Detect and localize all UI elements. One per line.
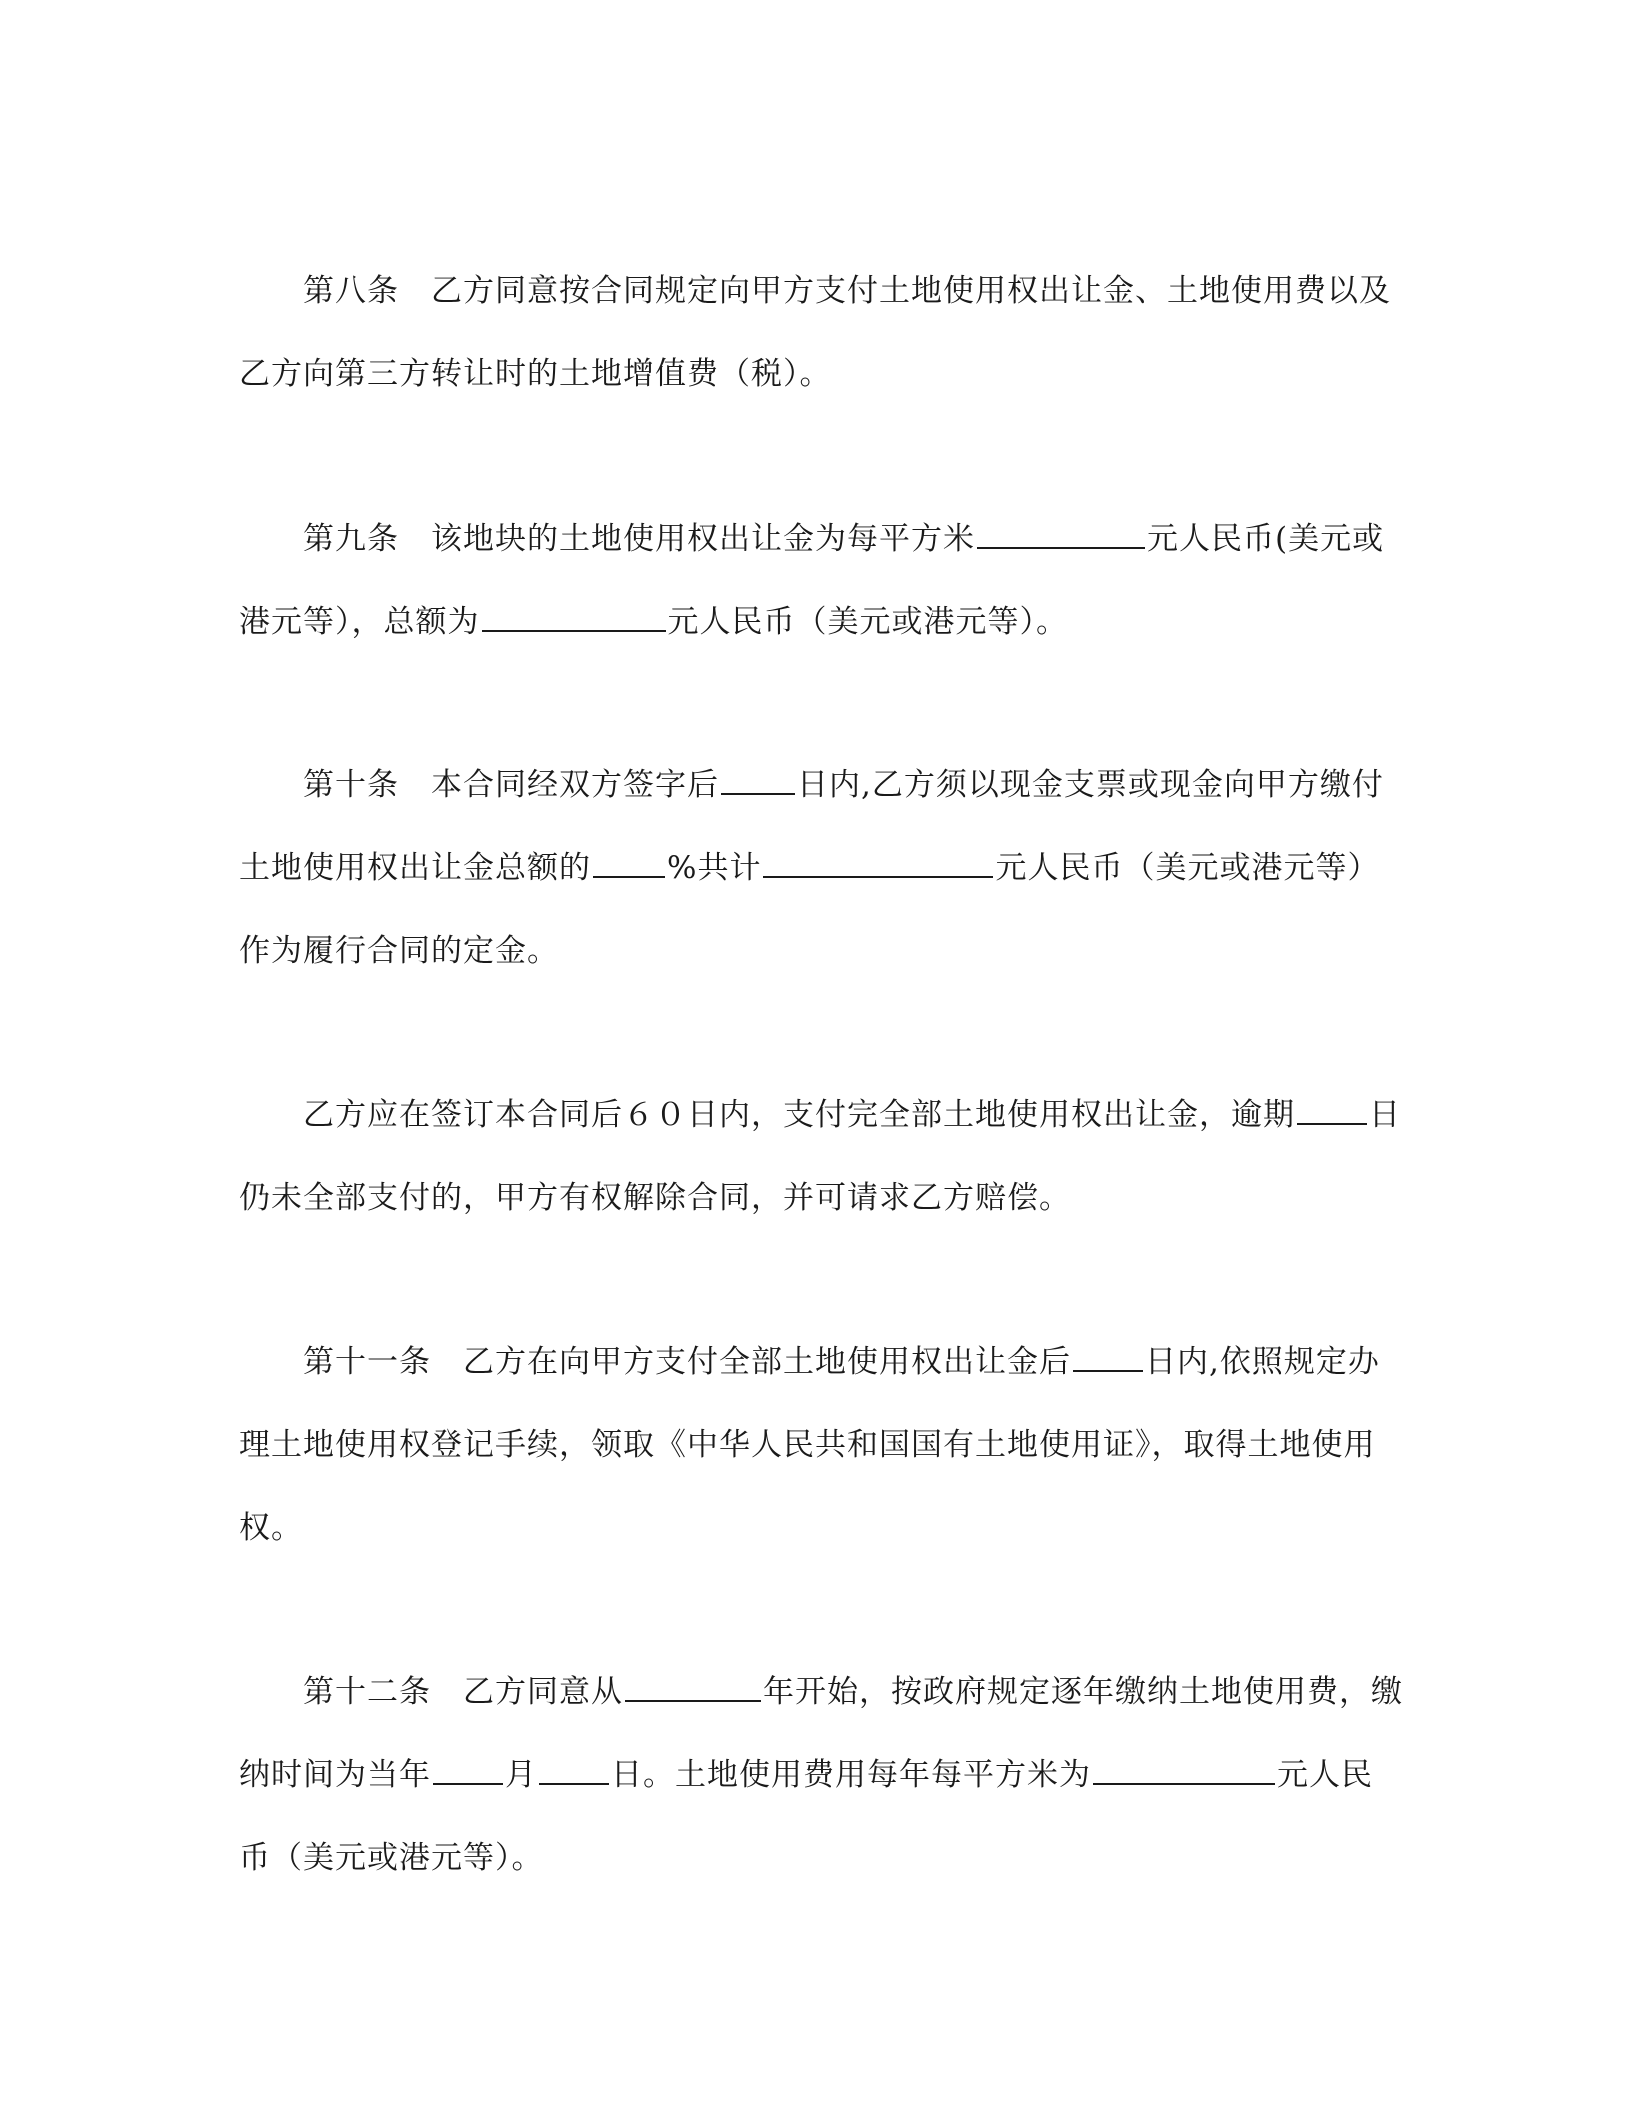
article-12-text-1a: 乙方同意从	[463, 1674, 623, 1710]
article-11-text-1a: 乙方在向甲方支付全部土地使用权出让金后	[463, 1344, 1071, 1380]
payment-text-1b: 日	[1369, 1097, 1401, 1133]
article-11	[239, 1321, 1379, 1570]
payment-paragraph	[239, 1074, 1401, 1240]
article-12-line-2	[239, 1734, 1379, 1817]
article-12	[239, 1651, 1403, 1900]
article-10-text-2b: %共计	[667, 850, 762, 886]
article-10-label: 第十条	[303, 767, 399, 803]
payment-day-blank[interactable]	[539, 1753, 609, 1785]
article-9-text-1b: 元人民币(美元或	[1147, 521, 1385, 557]
registration-days-blank[interactable]	[1073, 1340, 1143, 1372]
article-12-text-1b: 年开始，按政府规定逐年缴纳土地使用费，缴	[763, 1674, 1403, 1710]
article-8-text-1: 乙方同意按合同规定向甲方支付土地使用权出让金、土地使用费以及	[431, 273, 1391, 309]
article-11-text-3: 权。	[239, 1510, 303, 1546]
deposit-amount-blank[interactable]	[763, 846, 993, 878]
article-11-label: 第十一条	[303, 1344, 431, 1380]
article-11-line-1	[239, 1321, 1379, 1404]
article-12-text-2c: 日。土地使用费用每年每平方米为	[611, 1757, 1091, 1793]
article-12-text-2d: 元人民	[1277, 1757, 1373, 1793]
article-9-line-1	[239, 498, 1385, 581]
article-11-text-2: 理土地使用权登记手续，领取《中华人民共和国国有土地使用证》，取得土地使用	[239, 1427, 1376, 1463]
article-9	[239, 498, 1385, 664]
article-8-text-2: 乙方向第三方转让时的土地增值费（税）。	[239, 356, 832, 392]
article-8	[239, 250, 1391, 416]
article-9-text-2a: 港元等），总额为	[239, 604, 480, 640]
article-10-line-2	[239, 827, 1379, 910]
article-10-text-2a: 土地使用权出让金总额的	[239, 850, 591, 886]
article-12-line-1	[239, 1651, 1403, 1734]
deposit-percent-blank[interactable]	[593, 846, 665, 878]
article-10-text-1b: 日内,乙方须以现金支票或现金向甲方缴付	[797, 767, 1384, 803]
article-10-line-1	[239, 744, 1384, 827]
days-after-signing-blank[interactable]	[721, 763, 795, 795]
article-9-label: 第九条	[303, 521, 399, 557]
payment-month-blank[interactable]	[433, 1753, 503, 1785]
start-year-blank[interactable]	[625, 1670, 761, 1702]
payment-text-1a: 乙方应在签订本合同后６０日内，支付完全部土地使用权出让金，逾期	[303, 1097, 1295, 1133]
article-12-label: 第十二条	[303, 1674, 431, 1710]
article-12-text-3: 币（美元或港元等）。	[239, 1840, 544, 1876]
overdue-days-blank[interactable]	[1297, 1093, 1367, 1125]
article-11-text-1b: 日内,依照规定办	[1145, 1344, 1380, 1380]
payment-line-1	[239, 1074, 1401, 1157]
article-10-text-3: 作为履行合同的定金。	[239, 933, 559, 969]
article-10-text-1a: 本合同经双方签字后	[431, 767, 719, 803]
article-10	[239, 744, 1384, 993]
payment-text-2: 仍未全部支付的，甲方有权解除合同，并可请求乙方赔偿。	[239, 1180, 1071, 1216]
article-9-text-1a: 该地块的土地使用权出让金为每平方米	[431, 521, 975, 557]
article-8-line-1	[239, 250, 1391, 333]
article-10-text-2c: 元人民币（美元或港元等）	[995, 850, 1380, 886]
article-12-text-2a: 纳时间为当年	[239, 1757, 431, 1793]
total-amount-blank[interactable]	[482, 600, 666, 632]
article-9-text-2b: 元人民币（美元或港元等）。	[667, 604, 1068, 640]
article-12-text-2b: 月	[505, 1757, 537, 1793]
price-per-sqm-blank[interactable]	[977, 517, 1145, 549]
article-9-line-2	[239, 581, 1379, 664]
article-8-label: 第八条	[303, 273, 399, 309]
annual-fee-blank[interactable]	[1093, 1753, 1275, 1785]
